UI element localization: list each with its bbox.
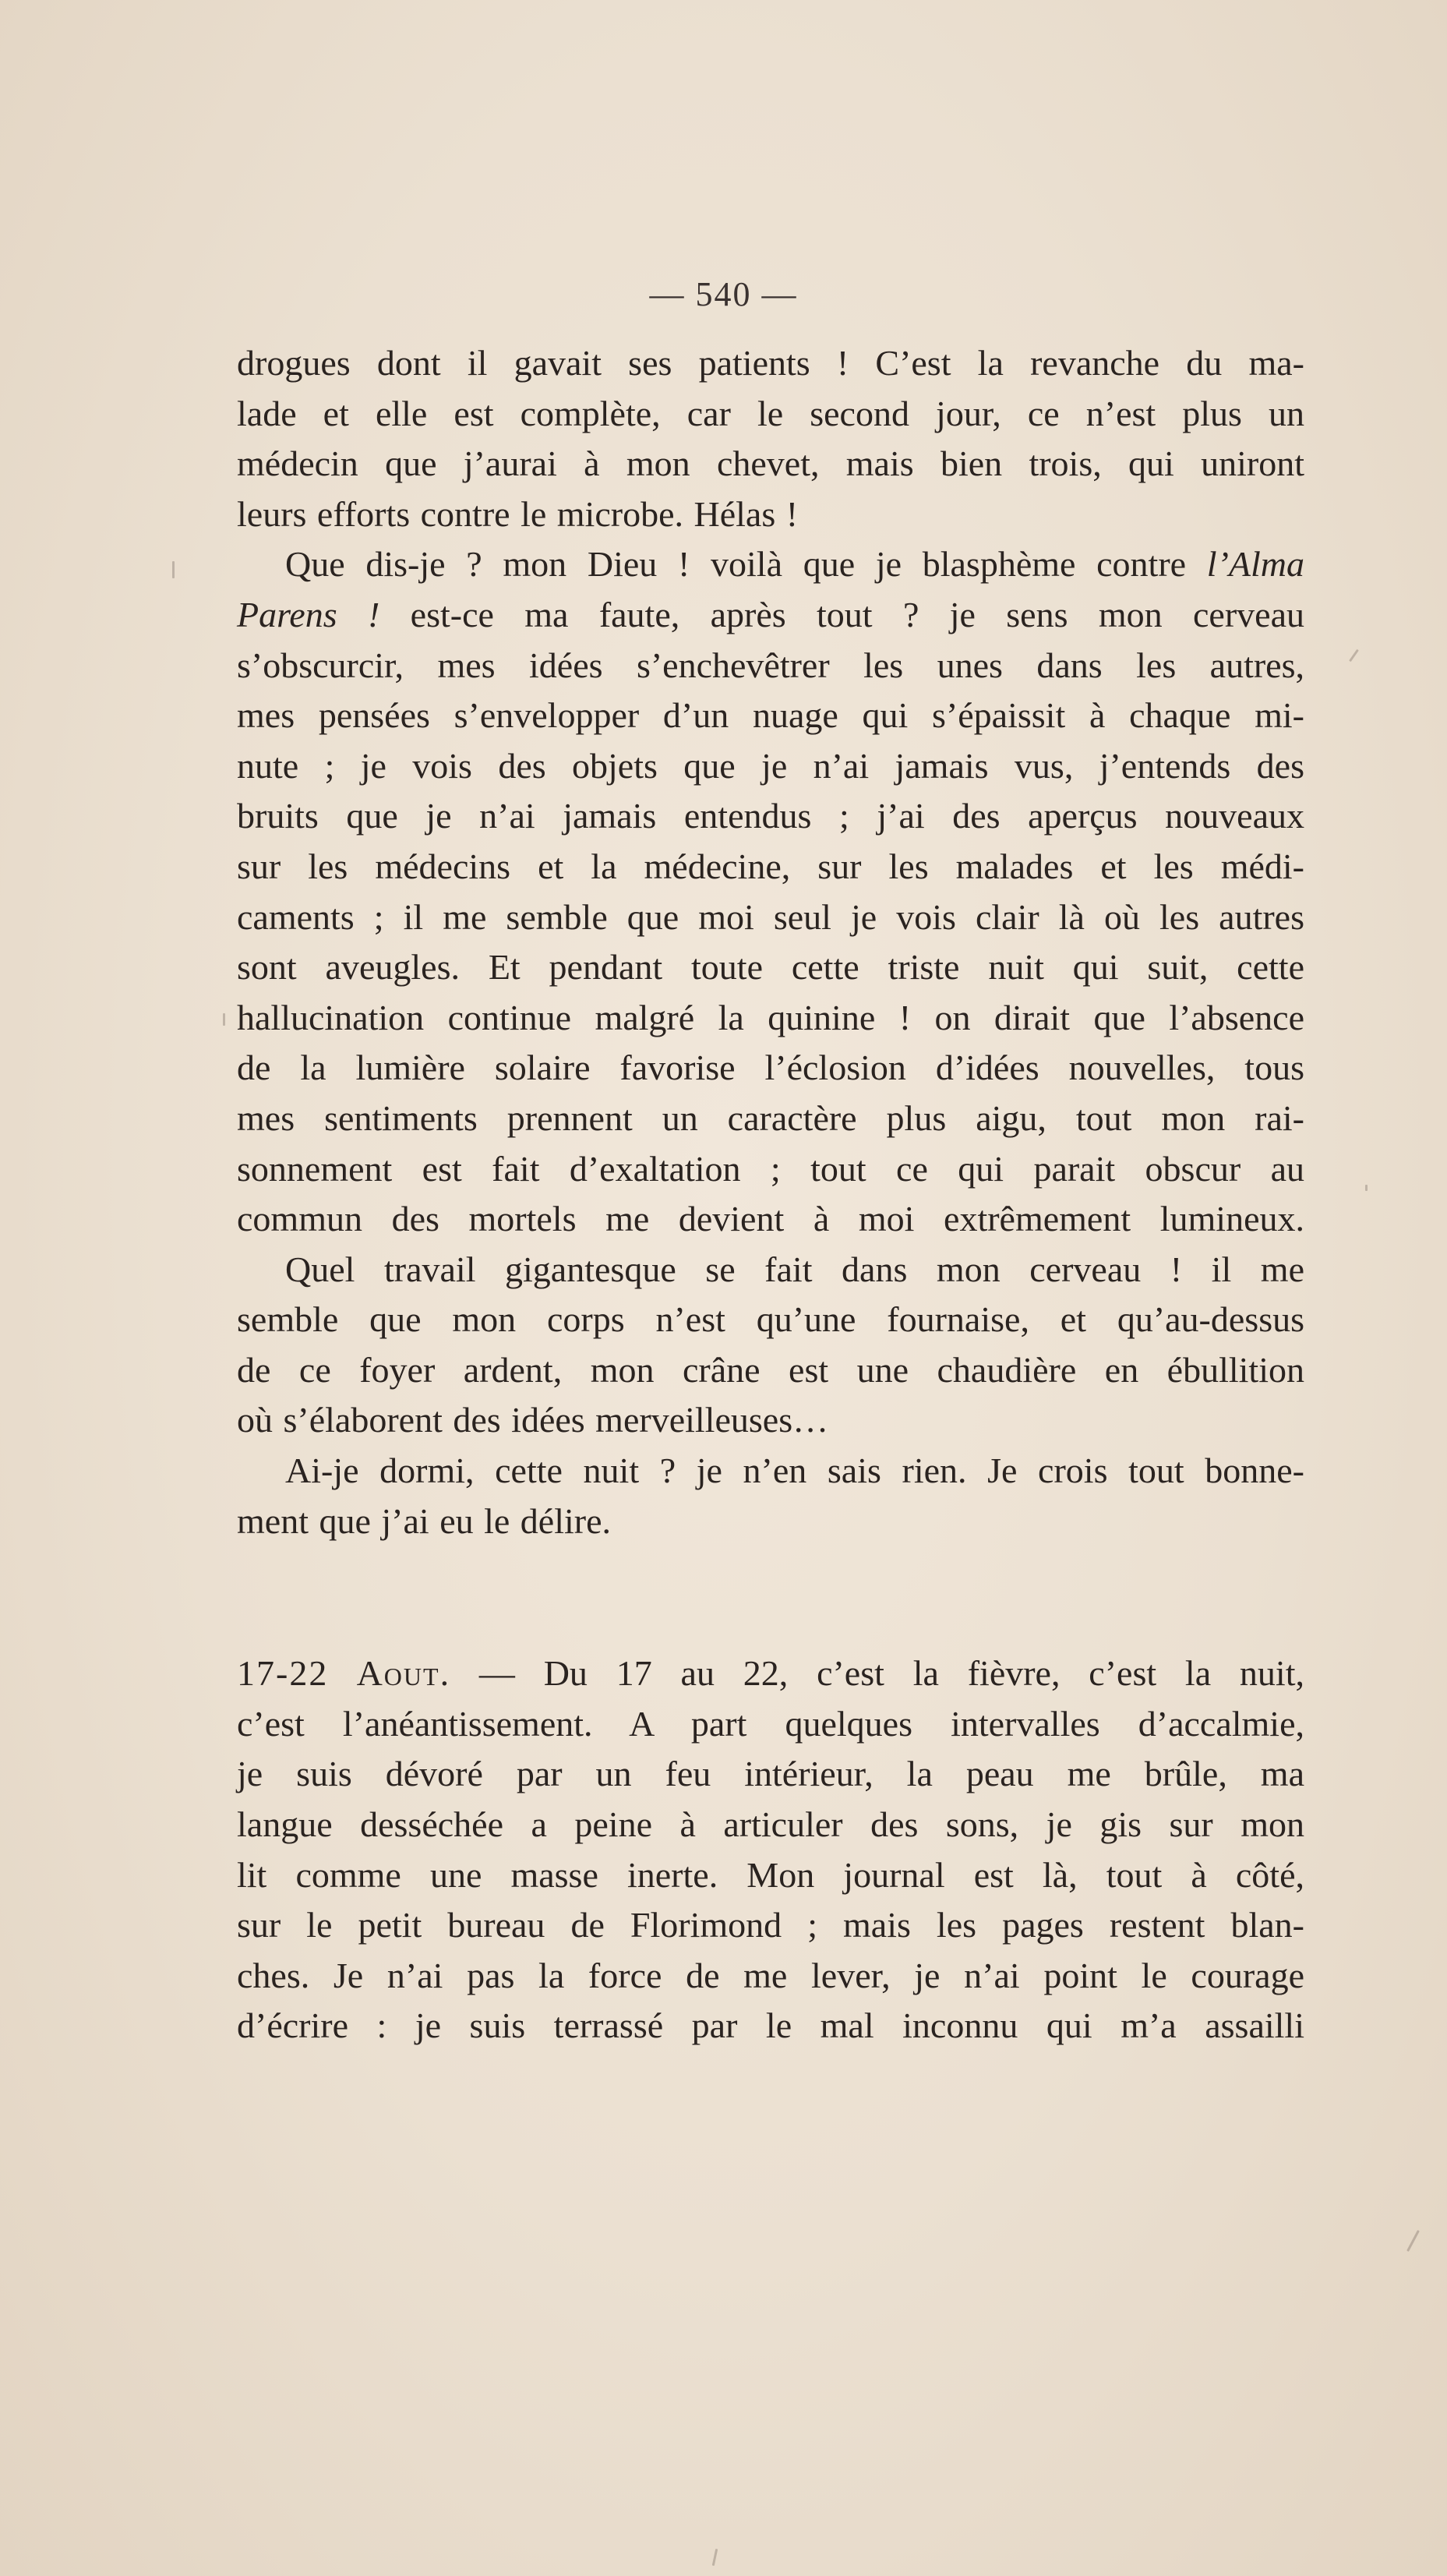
text-line: Quel travail gigantesque se fait dans mon cerveau ! il me bbox=[285, 1249, 1304, 1289]
paper-speck bbox=[223, 1013, 225, 1026]
text-line: lade et elle est complète, car le second jour, ce n’est plus un bbox=[237, 393, 1304, 433]
text-line: ches. Je n’ai pas la force de me lever, je n’ai point le courage bbox=[237, 1955, 1304, 1995]
text-line: sur les médecins et la médecine, sur les malades et les médi- bbox=[237, 846, 1304, 886]
text-line: c’est l’anéantissement. A part quelques intervalles d’accalmie, bbox=[237, 1703, 1304, 1744]
text-line: ment que j’ai eu le délire. bbox=[237, 1500, 612, 1541]
text-line: bruits que je n’ai jamais entendus ; j’ai des aperçus nouveaux bbox=[237, 796, 1304, 836]
text-run: — Du 17 au 22, c’est la fièvre, c’est la nuit, bbox=[450, 1653, 1304, 1694]
paper-speck bbox=[1365, 1185, 1368, 1191]
text-line: caments ; il me semble que moi seul je vois clair là où les autres bbox=[237, 896, 1304, 937]
text-line: où s’élaborent des idées merveilleuses… bbox=[237, 1400, 829, 1440]
text-line: de ce foyer ardent, mon crâne est une chaudière en ébullition bbox=[237, 1349, 1304, 1390]
text-line: sur le petit bureau de Florimond ; mais les pages restent blan- bbox=[237, 1905, 1304, 1945]
text-line: s’obscurcir, mes idées s’enchevêtrer les unes dans les autres, bbox=[237, 645, 1304, 685]
page-number: — 540 — bbox=[649, 275, 798, 313]
text-line: sont aveugles. Et pendant toute cette triste nuit qui suit, cette bbox=[237, 947, 1304, 988]
text-run: est-ce ma faute, après tout ? je sens mon cerveau bbox=[379, 594, 1304, 634]
text-line: nute ; je vois des objets que je n’ai jamais vus, j’entends des bbox=[237, 745, 1304, 786]
text-line: de la lumière solaire favorise l’éclosion d’idées nouvelles, tous bbox=[237, 1048, 1304, 1088]
entry-date: 17-22 Aout. bbox=[237, 1653, 451, 1694]
paper-speck bbox=[712, 2549, 718, 2566]
text-line bbox=[237, 539, 1304, 590]
text-line: drogues dont il gavait ses patients ! C’est la revanche du ma- bbox=[237, 343, 1304, 383]
text-line: mes sentiments prennent un caractère plus aigu, tout mon rai- bbox=[237, 1097, 1304, 1138]
text-line: Ai-je dormi, cette nuit ? je n’en sais rien. Je crois tout bonne- bbox=[285, 1451, 1304, 1491]
text-line: langue desséchée a peine à articuler des sons, je gis sur mon bbox=[237, 1804, 1304, 1845]
paper-speck bbox=[1406, 2230, 1420, 2252]
body-text bbox=[237, 338, 1304, 2051]
text-line: médecin que j’aurai à mon chevet, mais bien trois, qui uniront bbox=[237, 443, 1304, 484]
paper-speck bbox=[1349, 649, 1359, 662]
text-line bbox=[237, 590, 1304, 641]
text-line: d’écrire : je suis terrassé par le mal inconnu qui m’a assailli bbox=[237, 2005, 1304, 2046]
text-line: sonnement est fait d’exaltation ; tout ce qui parait obscur au bbox=[237, 1148, 1304, 1189]
section-gap bbox=[237, 1546, 1304, 1648]
text-line: je suis dévoré par un feu intérieur, la peau me brûle, ma bbox=[237, 1754, 1304, 1794]
paper-speck bbox=[172, 561, 175, 578]
italic-title: Parens ! bbox=[237, 594, 380, 634]
text-line: semble que mon corps n’est qu’une fournaise, et qu’au-dessus bbox=[237, 1299, 1304, 1340]
text-line: commun des mortels me devient à moi extrêmement lumineux. bbox=[237, 1199, 1304, 1239]
text-line: leurs efforts contre le microbe. Hélas ! bbox=[237, 493, 799, 534]
text-run: Que dis-je ? mon Dieu ! voilà que je blasphème contre bbox=[285, 544, 1207, 585]
text-line: mes pensées s’envelopper d’un nuage qui s’épaissit à chaque mi- bbox=[237, 695, 1304, 736]
text-line bbox=[237, 1648, 1304, 1699]
italic-title: l’Alma bbox=[1206, 544, 1304, 585]
text-line: hallucination continue malgré la quinine ! on dirait que l’absence bbox=[237, 997, 1304, 1037]
text-line: lit comme une masse inerte. Mon journal est là, tout à côté, bbox=[237, 1854, 1304, 1895]
